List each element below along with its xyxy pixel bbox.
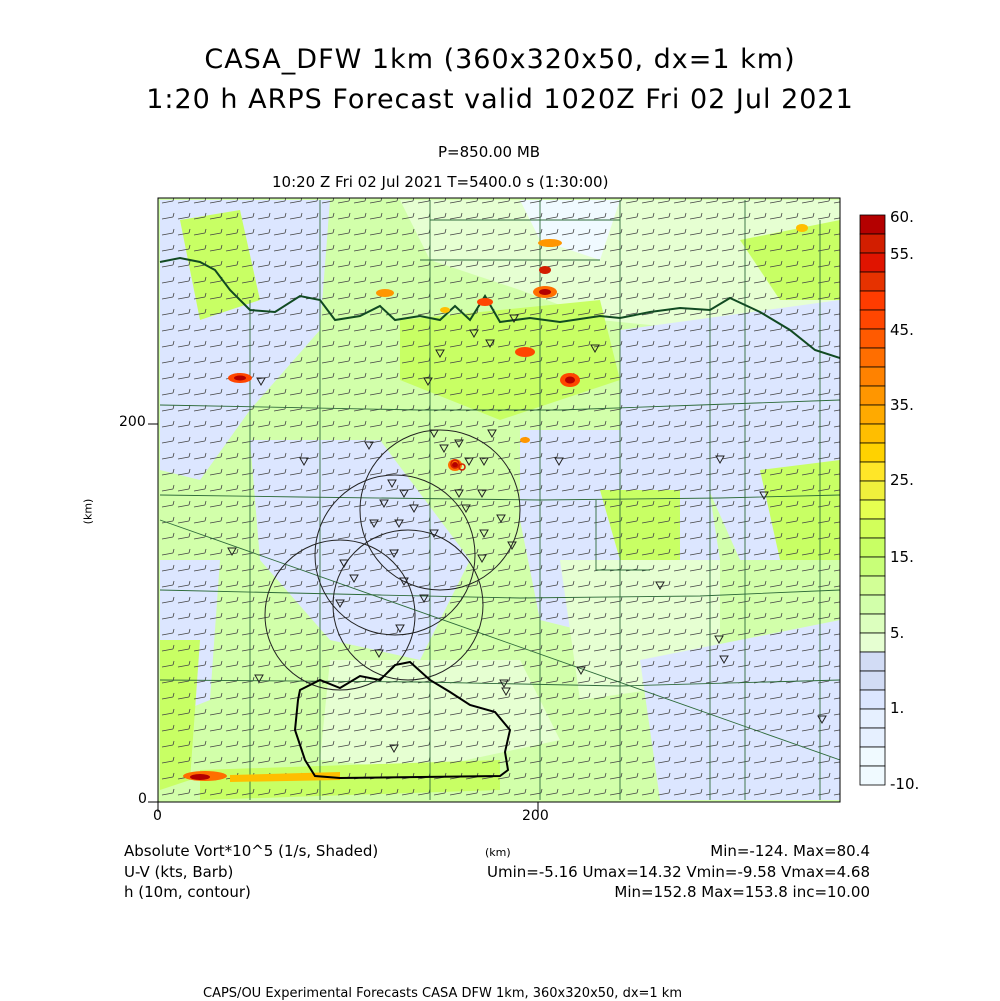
map-subtitle: 1:20 h ARPS Forecast valid 1020Z Fri 02 Jul 2021 bbox=[146, 84, 854, 115]
colorbar-label-1: 1. bbox=[890, 699, 905, 717]
credit-line: CAPS/OU Experimental Forecasts CASA DFW 1km, 360x320x50, dx=1 km bbox=[203, 986, 683, 1001]
wind-stats: Umin=-5.16 Umax=14.32 Vmin=-9.58 Vmax=4.68 bbox=[487, 863, 870, 881]
colorbar-label-55: 55. bbox=[890, 245, 914, 263]
colorbar-label-45: 45. bbox=[890, 321, 914, 339]
vorticity-shading bbox=[158, 198, 840, 802]
y-axis-label: (km) bbox=[81, 498, 95, 525]
variable-shaded-label: Absolute Vort*10^5 (1/s, Shaded) bbox=[124, 842, 379, 860]
y-tick-0: 0 bbox=[138, 791, 147, 807]
colorbar-label-5: 5. bbox=[890, 624, 905, 642]
colorbar-label-minus10: -10. bbox=[890, 775, 920, 793]
x-tick-200: 200 bbox=[522, 808, 549, 824]
variable-barb-label: U-V (kts, Barb) bbox=[124, 863, 234, 881]
x-tick-0: 0 bbox=[153, 808, 162, 824]
map-title: CASA_DFW 1km (360x320x50, dx=1 km) bbox=[204, 44, 796, 75]
pressure-level: P=850.00 MB bbox=[438, 143, 541, 161]
valid-time: 10:20 Z Fri 02 Jul 2021 T=5400.0 s (1:30:00) bbox=[272, 173, 609, 191]
colorbar-label-35: 35. bbox=[890, 396, 914, 414]
variable-contour-label: h (10m, contour) bbox=[124, 883, 251, 901]
colorbar-label-25: 25. bbox=[890, 471, 914, 489]
colorbar-label-60: 60. bbox=[890, 208, 914, 226]
y-tick-200: 200 bbox=[119, 414, 146, 430]
height-stats: Min=152.8 Max=153.8 inc=10.00 bbox=[614, 883, 870, 901]
x-axis-label: (km) bbox=[485, 846, 511, 859]
vorticity-stats: Min=-124. Max=80.4 bbox=[710, 842, 870, 860]
colorbar bbox=[860, 215, 885, 785]
colorbar-label-15: 15. bbox=[890, 548, 914, 566]
